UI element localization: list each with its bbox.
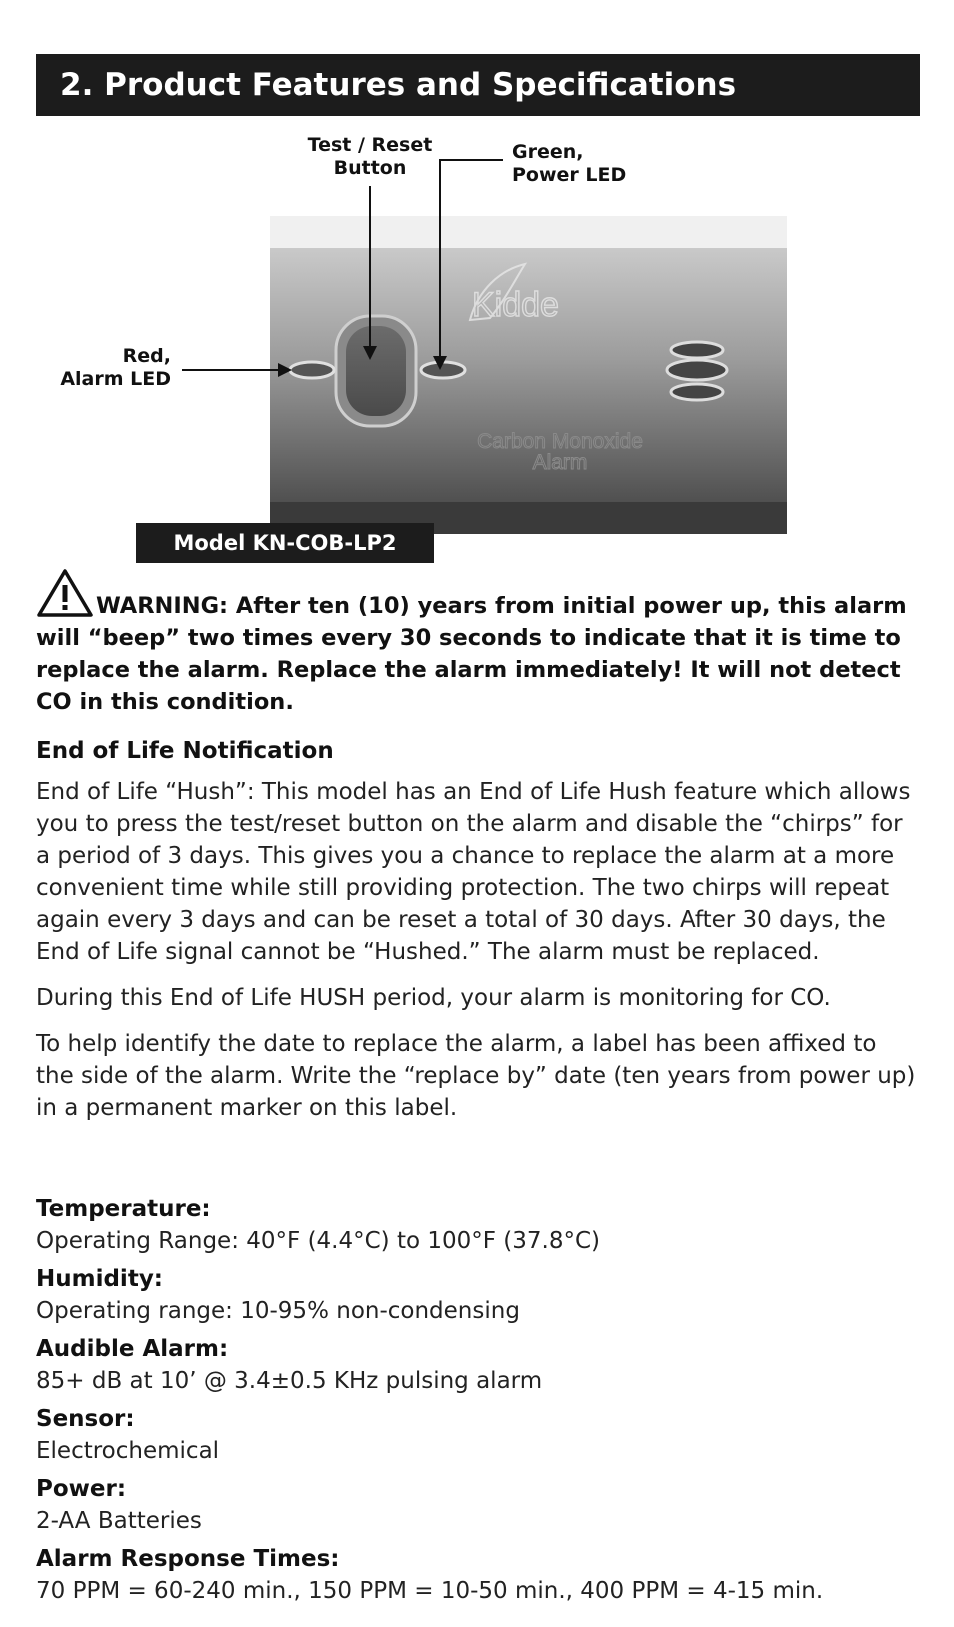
device-label-line-2: Alarm [532, 451, 588, 474]
model-badge: Model KN-COB-LP2 [136, 523, 434, 563]
spec-sensor [36, 1403, 920, 1467]
test-reset-callout-line-2: Button [333, 157, 407, 179]
warning-block [36, 568, 916, 718]
end-of-life-paragraph: To help identify the date to replace the alarm, a label has been affixed to the side of the alarm. Write the “replace by” date (ten years from power up) in a permanent marker on this label. [36, 1031, 916, 1121]
test-reset-callout [295, 134, 445, 180]
warning-triangle-icon [36, 568, 94, 618]
test-reset-callout-line-1: Test / Reset [307, 134, 433, 156]
spec-value: 85+ dB at 10’ @ 3.4±0.5 KHz pulsing alarm [36, 1368, 543, 1394]
spec-humidity [36, 1263, 920, 1327]
product-diagram [0, 130, 954, 570]
spec-value: Electrochemical [36, 1438, 220, 1464]
specifications-list [36, 1193, 920, 1613]
red-led-shape [290, 362, 334, 378]
spec-label: Power: [36, 1476, 127, 1502]
end-of-life-paragraph: During this End of Life HUSH period, your alarm is monitoring for CO. [36, 985, 831, 1011]
spec-temperature [36, 1193, 920, 1257]
green-led-callout [512, 141, 672, 187]
section-header [36, 54, 920, 116]
spec-value: Operating Range: 40°F (4.4°C) to 100°F (37.8°C) [36, 1228, 601, 1254]
end-of-life-paragraph: End of Life “Hush”: This model has an End of Life Hush feature which allows you to press the test/reset button on the alarm and disable the “chirps” for a period of 3 days. This gives you a chance to replace the alarm at a more convenient time while still providing protection. The two chirps will repeat again every 3 days and can be reset a total of 30 days. After 30 days, the End of Life signal cannot be “Hushed.” The alarm must be replaced. [36, 779, 911, 965]
spec-label: Alarm Response Times: [36, 1546, 340, 1572]
end-of-life-section [36, 736, 920, 1138]
spec-label: Temperature: [36, 1196, 211, 1222]
spec-value: 70 PPM = 60-240 min., 150 PPM = 10-50 min., 400 PPM = 4-15 min. [36, 1578, 824, 1604]
red-led-callout-line-1: Red, [122, 345, 171, 367]
alarm-top-strip [270, 216, 787, 248]
spec-label: Humidity: [36, 1266, 164, 1292]
green-led-shape [421, 362, 465, 378]
warning-text: WARNING: After ten (10) years from initial power up, this alarm will “beep” two times every 30 seconds to indicate that it is time to replace the alarm. Replace the alarm immediately! It will not detect CO in this condition. [36, 593, 907, 715]
red-led-callout [30, 345, 171, 391]
spec-power [36, 1473, 920, 1537]
end-of-life-heading: End of Life Notification [36, 738, 334, 764]
brand-logo-text: Kidde [472, 286, 559, 324]
spec-value: 2-AA Batteries [36, 1508, 202, 1534]
spec-audible-alarm [36, 1333, 920, 1397]
spec-label: Sensor: [36, 1406, 135, 1432]
red-led-callout-line-2: Alarm LED [60, 368, 171, 390]
device-label-line-1: Carbon Monoxide [477, 430, 643, 453]
green-led-callout-line-2: Power LED [512, 164, 627, 186]
spec-label: Audible Alarm: [36, 1336, 229, 1362]
section-title: 2. Product Features and Specifications [60, 67, 737, 103]
spec-alarm-response-times [36, 1543, 920, 1607]
spec-value: Operating range: 10-95% non-condensing [36, 1298, 520, 1324]
green-led-callout-line-1: Green, [512, 141, 584, 163]
